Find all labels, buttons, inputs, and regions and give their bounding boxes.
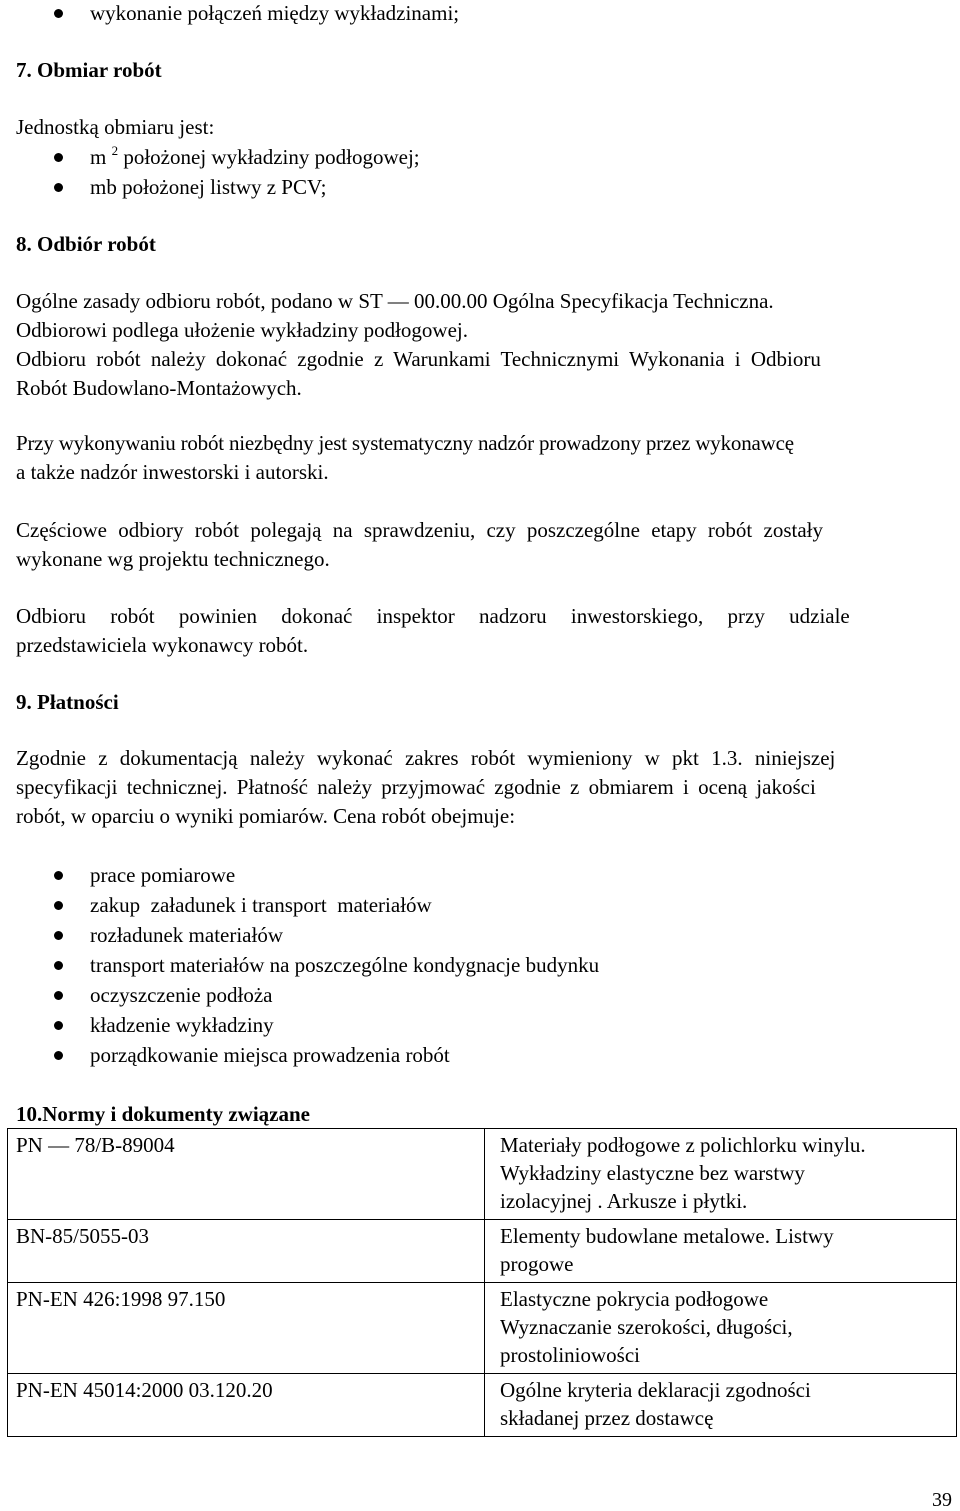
- section-heading-10: 10.Normy i dokumenty związane: [16, 1102, 310, 1126]
- norm-description: Elementy budowlane metalowe. Listwy progowe: [485, 1220, 957, 1283]
- paragraph-line: Robót Budowlano-Montażowych.: [16, 376, 302, 400]
- paragraph-line: robót, w oparciu o wyniki pomiarów. Cena robót obejmuje:: [16, 804, 516, 828]
- list-item-text: m $^2$ położonej wykładziny podłogowej;: [90, 143, 420, 169]
- norm-description: Ogólne kryteria deklaracji zgodności składanej przez dostawcę: [485, 1374, 957, 1437]
- list-item-text: porządkowanie miejsca prowadzenia robót: [90, 1043, 450, 1067]
- list-item-text: oczyszczenie podłoża: [90, 983, 273, 1007]
- list-item-text: mb położonej listwy z PCV;: [90, 175, 327, 199]
- norm-code: PN-EN 426:1998 97.150: [8, 1283, 485, 1374]
- section-heading-8: 8. Odbiór robót: [16, 232, 156, 256]
- section-heading-7: 7. Obmiar robót: [16, 58, 162, 82]
- list-item-text: zakup załadunek i transport materiałów: [90, 893, 432, 917]
- paragraph-line: a także nadzór inwestorski i autorski.: [16, 460, 329, 484]
- bullet-icon: [54, 1021, 63, 1030]
- paragraph-line: Przy wykonywaniu robót niezbędny jest systematyczny nadzór prowadzony przez wykonawcę: [16, 431, 794, 455]
- paragraph-line: Ogólne zasady odbioru robót, podano w ST — 00.00.00 Ogólna Specyfikacja Techniczna.: [16, 289, 774, 313]
- table-row: [8, 1374, 957, 1437]
- bullet-icon: [54, 183, 63, 192]
- list-item-text: transport materiałów na poszczególne kondygnacje budynku: [90, 953, 600, 977]
- norm-code: BN-85/5055-03: [8, 1220, 485, 1283]
- paragraph-line: Odbiorowi podlega ułożenie wykładziny podłogowej.: [16, 318, 468, 342]
- section7-intro: Jednostką obmiaru jest:: [16, 115, 215, 139]
- norm-description: Elastyczne pokrycia podłogowe Wyznaczanie szerokości, długości, prostoliniowości: [485, 1283, 957, 1374]
- bullet-icon: [54, 961, 63, 970]
- table-row: [8, 1220, 957, 1283]
- table-row: [8, 1129, 957, 1220]
- paragraph-line: Odbioru robót należy dokonać zgodnie z Warunkami Technicznymi Wykonania i Odbioru: [16, 347, 821, 371]
- list-item-text: kładzenie wykładziny: [90, 1013, 274, 1037]
- section-heading-9: 9. Płatności: [16, 690, 119, 714]
- bullet-icon: [54, 991, 63, 1000]
- paragraph-line: przedstawiciela wykonawcy robót.: [16, 633, 309, 657]
- table-row: [8, 1283, 957, 1374]
- bullet-icon: [54, 871, 63, 880]
- norm-description: Materiały podłogowe z polichlorku winylu. Wykładziny elastyczne bez warstwy izolacyjnej . Arkusze i płytki.: [485, 1129, 957, 1220]
- list-item-text: rozładunek materiałów: [90, 923, 283, 947]
- bullet-icon: [54, 1051, 63, 1060]
- bullet-icon: [54, 9, 63, 18]
- norm-code: PN — 78/B-89004: [8, 1129, 485, 1220]
- norms-table: [7, 1128, 957, 1437]
- paragraph-line: Odbioru robót powinien dokonać inspektor nadzoru inwestorskiego, przy udziale: [16, 604, 850, 628]
- paragraph-line: Zgodnie z dokumentacją należy wykonać zakres robót wymieniony w pkt 1.3. niniejszej: [16, 746, 836, 770]
- paragraph-line: wykonane wg projektu technicznego.: [16, 547, 330, 571]
- bullet-icon: [54, 153, 63, 162]
- bullet-icon: [54, 901, 63, 910]
- list-item-text: prace pomiarowe: [90, 863, 236, 887]
- norm-code: PN-EN 45014:2000 03.120.20: [8, 1374, 485, 1437]
- list-item-text: wykonanie połączeń między wykładzinami;: [90, 1, 460, 25]
- paragraph-line: specyfikacji technicznej. Płatność należy przyjmować zgodnie z obmiarem i oceną jakości: [16, 775, 816, 799]
- bullet-icon: [54, 931, 63, 940]
- paragraph-line: Częściowe odbiory robót polegają na sprawdzeniu, czy poszczególne etapy robót zostały: [16, 518, 823, 542]
- page-number: 39: [932, 1489, 952, 1511]
